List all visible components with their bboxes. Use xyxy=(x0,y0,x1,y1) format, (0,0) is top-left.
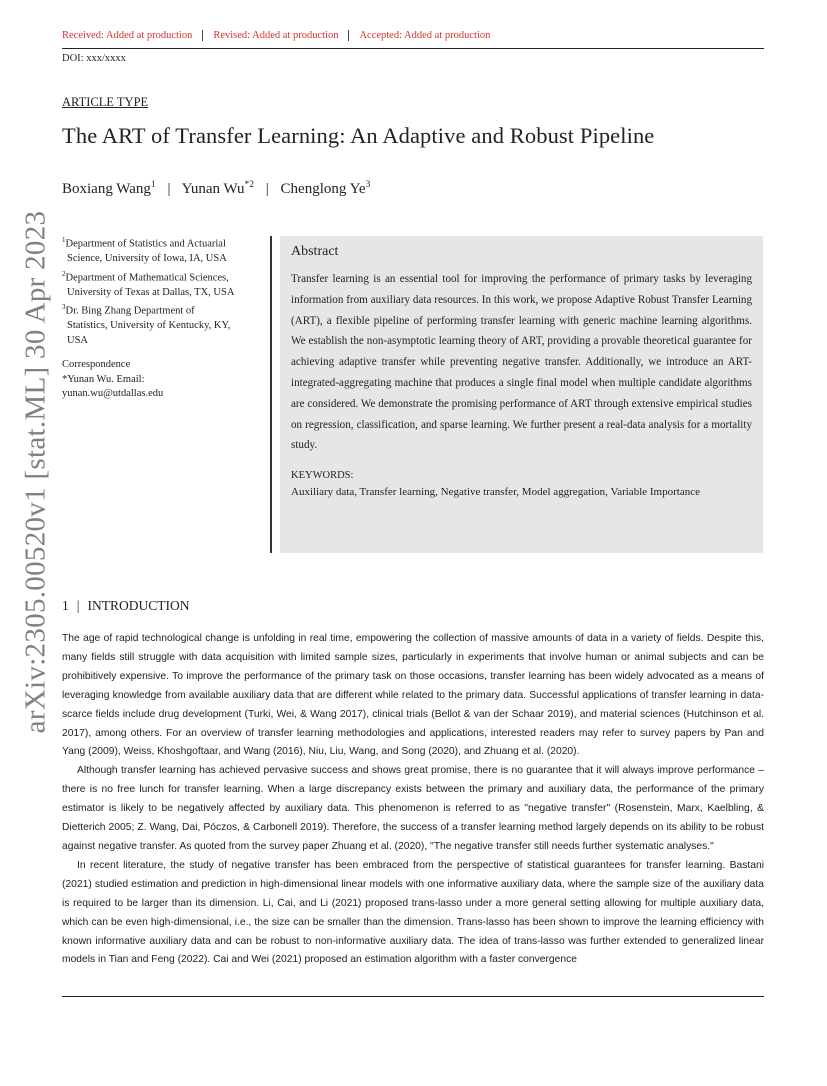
keywords-text: Auxiliary data, Transfer learning, Negative transfer, Model aggregation, Variable Importance xyxy=(291,486,700,499)
section-separator: | xyxy=(76,598,80,613)
affiliation-mark: 2 xyxy=(62,269,66,278)
affiliation-line: Department of Mathematical Sciences, xyxy=(65,272,229,283)
author-affiliation-mark: 1 xyxy=(150,180,156,190)
paper-title: The ART of Transfer Learning: An Adaptive and Robust Pipeline xyxy=(62,123,655,148)
correspondence-label: Correspondence xyxy=(62,359,131,370)
affiliation-mark: 3 xyxy=(62,303,66,311)
revised-date: Revised: Added at production xyxy=(202,30,348,41)
accepted-date: Accepted: Added at production xyxy=(348,30,500,41)
affiliations xyxy=(62,233,267,402)
correspondence-email: yunan.wu@utdallas.edu xyxy=(62,388,164,399)
correspondence xyxy=(62,358,267,402)
author-separator: | xyxy=(265,181,269,197)
header-divider xyxy=(62,48,764,49)
keywords-heading: KEYWORDS: xyxy=(291,470,354,482)
column-divider xyxy=(270,236,272,553)
author-affiliation-mark: 3 xyxy=(365,180,371,190)
affiliation xyxy=(62,233,267,267)
affiliation-line: Science, University of Iowa, IA, USA xyxy=(67,253,227,264)
affiliation-line: Department of Statistics and Actuarial xyxy=(65,238,226,250)
author-list xyxy=(62,180,370,198)
affiliation xyxy=(62,267,267,301)
section-heading xyxy=(62,598,189,614)
author-affiliation-mark: *2 xyxy=(244,180,255,190)
abstract-box xyxy=(280,236,763,553)
doi: DOI: xxx/xxxx xyxy=(62,53,126,64)
section-number: 1 xyxy=(62,598,69,613)
affiliation-line: Dr. Bing Zhang Department of xyxy=(65,305,195,317)
footer-divider xyxy=(62,996,764,997)
affiliation xyxy=(62,300,267,348)
section-title: INTRODUCTION xyxy=(87,598,190,613)
received-date: Received: Added at production xyxy=(62,30,193,41)
article-type: ARTICLE TYPE xyxy=(62,95,149,109)
author-name: Yunan Wu xyxy=(181,181,245,197)
paragraph: In recent literature, the study of negative transfer has been embraced from the perspective of statistical guarantees for transfer learning. Bastani (2021) studied estimation and prediction in high-dimensional linear models with one informative auxiliary data, where the sample size of the auxiliary data is required to be larger than its dimension. Li, Cai, and Li (2021) proposed trans-lasso under a more general setting allowing for multiple auxiliary data, which can be even high-dimensional, i.e., the size can be smaller than the dimension. Trans-lasso has been shown to improve the learning efficiency with known informative auxiliary data and can be robust to non-informative auxiliary data. The idea of trans-lasso was further extended to generalized linear models in Tian and Feng (2022). Cai and Wei (2021) proposed an estimation algorithm with a faster convergence xyxy=(62,859,764,966)
affiliation-line: USA xyxy=(67,334,89,346)
affiliation-mark: 1 xyxy=(62,236,66,244)
paragraph: Although transfer learning has achieved pervasive success and shows great promise, there is no guarantee that it will always improve performance – there is no free lunch for transfer learning. When a large discrepancy exists between the primary and auxiliary data, the performance of the primary estimator is likely to be negatively affected by auxiliary data. This phenomenon is referred to as "negative transfer" (Rosenstein, Marx, Kaelbling, & Dietterich 2005; Z. Wang, Dai, Póczos, & Carbonell 2019). Therefore, the success of a transfer learning method largely depends on its ability to be robust against negative transfer. As quoted from the survey paper Zhuang et al. (2020), "The negative transfer still needs further systematic analyses." xyxy=(62,765,764,852)
abstract-text: Transfer learning is an essential tool for improving the performance of primary tasks by leveraging information from auxiliary data resources. In this work, we propose Adaptive Robust Transfer Learning (ART), a flexible pipeline of performing transfer learning with generic machine learning algorithms. We establish the non-asymptotic learning theory of ART, providing a provable theoretical guarantee for achieving adaptive transfer while preventing negative transfer. Additionally, we introduce an ART-integrated-aggregating machine that produces a single final model when multiple candidate algorithms are considered. We demonstrate the promising performance of ART through extensive empirical studies on regression, classification, and sparse learning. We further present a real-data analysis for a mortality study. xyxy=(291,273,752,452)
affiliation-line: University of Texas at Dallas, TX, USA xyxy=(67,286,235,298)
abstract-heading: Abstract xyxy=(291,244,339,259)
author-separator: | xyxy=(167,181,171,197)
paragraph: The age of rapid technological change is unfolding in real time, empowering the collection of massive amounts of data in a variety of fields. Despite this, many fields still struggle with data acquisition with limited sample sizes, particularly in experiments that involve human or animal subjects and can be prohibitively expensive. To improve the performance of the primary task on those occasions, transfer learning has been widely advocated as a means of leveraging knowledge from available auxiliary data that are different while related to the primary data. Successful applications of transfer learning in data-scarce fields include drug development (Turki, Wei, & Wang 2017), clinical trials (Bellot & van der Schaar 2019), and material sciences (Hutchinson et al. 2017), among others. For an overview of transfer learning methodologies and applications, interested readers may refer to survey papers by Pan and Yang (2009), Weiss, Khoshgoftaar, and Wang (2016), Niu, Liu, Wang, and Song (2020), and Zhuang et al. (2020). xyxy=(62,633,764,758)
author-name: Chenglong Ye xyxy=(280,181,366,197)
author-name: Boxiang Wang xyxy=(62,181,151,197)
affiliation-line: Statistics, University of Kentucky, KY, xyxy=(67,320,231,331)
body-text xyxy=(62,630,764,970)
publication-dates xyxy=(62,30,500,41)
arxiv-identifier: arXiv:2305.00520v1 [stat.ML] 30 Apr 2023 xyxy=(19,210,52,734)
correspondence-author: *Yunan Wu. Email: xyxy=(62,373,145,385)
